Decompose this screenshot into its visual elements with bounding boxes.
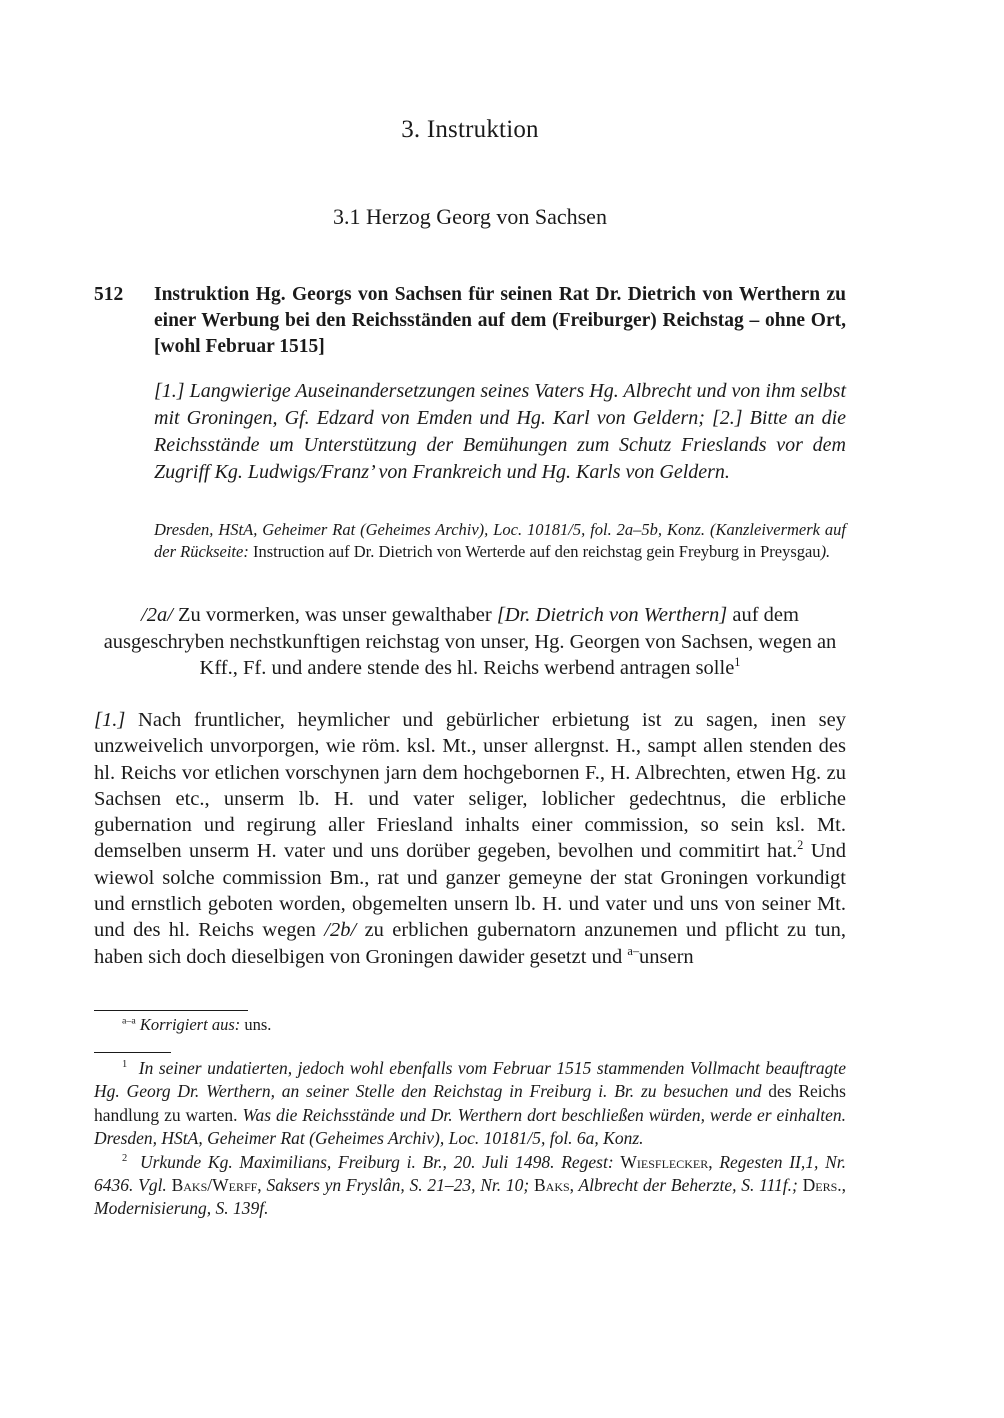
instruction-heading <box>94 602 846 682</box>
body-part-3: zu erblichen gubernatorn anzunemen und pflicht zu tun, haben sich doch dieselbigen von Groningen dawider gesetzt und <box>94 919 847 968</box>
footnote-text: Saksers yn Fryslân, S. 21–23, Nr. 10; <box>266 1175 530 1196</box>
body-part-2: Und wiewol solche commission Bm., rat und ganzer gemeyne der stat Groningen vorkundigt und ernstlich geboten worden, obgemelten unsern lb. H. und vater und uns von seiner Mt. und des hl. Reichs wegen <box>94 840 846 942</box>
author-name: Baks, <box>533 1175 575 1196</box>
instruction-body <box>94 707 846 970</box>
author-name: Baks/Werff, <box>171 1175 262 1196</box>
endorsement-text: Instruction auf Dr. Dietrich von Werterde auf den reichstag gein Freyburg in Preysgau <box>252 541 821 561</box>
document-header <box>94 282 846 360</box>
footnote-text: Modernisierung, S. 139f. <box>94 1198 269 1219</box>
footnote-number: 2 <box>122 1152 128 1164</box>
critical-apparatus-note <box>122 1014 271 1036</box>
body-part-1: Nach fruntlicher, heymlicher und gebürlicher erbietung ist zu sagen, inen sey unzweivelich unvorporgen, wie röm. ksl. Mt., unser allergnst. H., sampt allen stenden des hl. Reichs vor etlichen vorschynen jarn dem hochgebornen F., H. Albrechten, etwen Hg. zu Sachsen etc., unserm lb. H. und vater seliger, loblicher gedechtnus, die erbliche gubernation und regirung aller Friesland inhalts einer commission, so sein ksl. Mt. demselben unserm H. vater und uns dorüber gegeben, bevolhen und commitirt hat. <box>94 709 846 863</box>
footnote-text: In seiner undatierten, jedoch wohl ebenfalls vom Februar 1515 stammenden Vollmacht beauftragte Hg. Georg Dr. Werthern, an seiner Stelle den Reichstag in Freiburg i. Br. zu besuchen und <box>94 1058 847 1102</box>
footnote-quote: des Reichs handlung zu warten. <box>94 1081 846 1125</box>
footnote-ref-2[interactable]: 2 <box>797 838 804 853</box>
folio-marker-2b: /2b/ <box>324 919 357 942</box>
author-name: Ders., <box>802 1175 847 1196</box>
chapter-title: 3. Instruktion <box>401 116 539 143</box>
document-number: 512 <box>94 284 124 305</box>
footnote-text: Urkunde Kg. Maximilians, Freiburg i. Br., 20. Juli 1498. Regest: <box>139 1151 614 1172</box>
footnote-text: Regesten II,1, Nr. 6436. Vgl. <box>94 1151 847 1196</box>
endorsement-close: ). <box>820 541 831 561</box>
footnote-text: Albrecht der Beherzte, S. 111f.; <box>578 1175 798 1196</box>
footnote-ref-1[interactable]: 1 <box>734 655 741 670</box>
critical-label: Korrigiert aus: <box>139 1015 241 1034</box>
critical-ref-a[interactable]: a– <box>627 943 640 958</box>
section-title: 3.1 Herzog Georg von Sachsen <box>333 204 607 229</box>
document-title: Instruktion Hg. Georgs von Sachsen für seinen Rat Dr. Dietrich von Werthern zu einer Werbung bei den Reichsständen auf dem (Freiburger) Reichstag – ohne Ort, [wohl Februar 1515] <box>154 284 846 357</box>
folio-marker: /2a/ <box>141 604 173 626</box>
heading-part-1: Zu vormerken, was unser gewalthaber <box>178 604 492 626</box>
heading-part-2: auf dem ausgeschryben nechstkunftigen reichstag von unser, Hg. Georgen von Sachsen, wegen an Kff., Ff. und andere stende des hl. Reichs werbend antragen solle <box>103 604 837 679</box>
author-name: Wiesflecker, <box>620 1151 713 1172</box>
body-part-4: unsern <box>639 945 694 968</box>
footnote-text: Was die Reichsstände und Dr. Werthern dort beschließen würden, werde er einhalten. Dresden, HStA, Geheimer Rat (Geheimes Archiv), Loc. 10181/5, fol. 6a, Konz. <box>94 1104 847 1149</box>
apparatus-divider <box>94 1010 248 1011</box>
footnotes <box>94 1057 846 1221</box>
footnote-number: 1 <box>122 1059 128 1071</box>
archive-reference: Dresden, HStA, Geheimer Rat (Geheimes Archiv), Loc. 10181/5, fol. 2a–5b, Konz. <box>154 520 706 539</box>
critical-marker: a–a <box>122 1015 136 1027</box>
regest-summary: [1.] Langwierige Auseinandersetzungen seines Vaters Hg. Albrecht und von ihm selbst mit Groningen, Gf. Edzard von Emden und Hg. Karl von Geldern; [2.] Bitte an die Reichsstände um Unterstützung der Bemühungen zum Schutz Frieslands vor dem Zugriff Kg. Ludwigs/Franz’ von Frankreich und Hg. Karls von Geldern. <box>154 380 846 483</box>
footnote-2 <box>94 1151 846 1221</box>
footnote-1 <box>94 1057 846 1151</box>
source-citation <box>154 519 846 562</box>
footnote-divider <box>94 1052 171 1053</box>
editorial-insertion: [Dr. Dietrich von Werthern] <box>496 604 728 626</box>
critical-text: uns. <box>244 1015 272 1034</box>
section-marker: [1.] <box>94 709 126 731</box>
endorsement-label: (Kanzleivermerk auf der Rückseite: <box>154 520 847 561</box>
